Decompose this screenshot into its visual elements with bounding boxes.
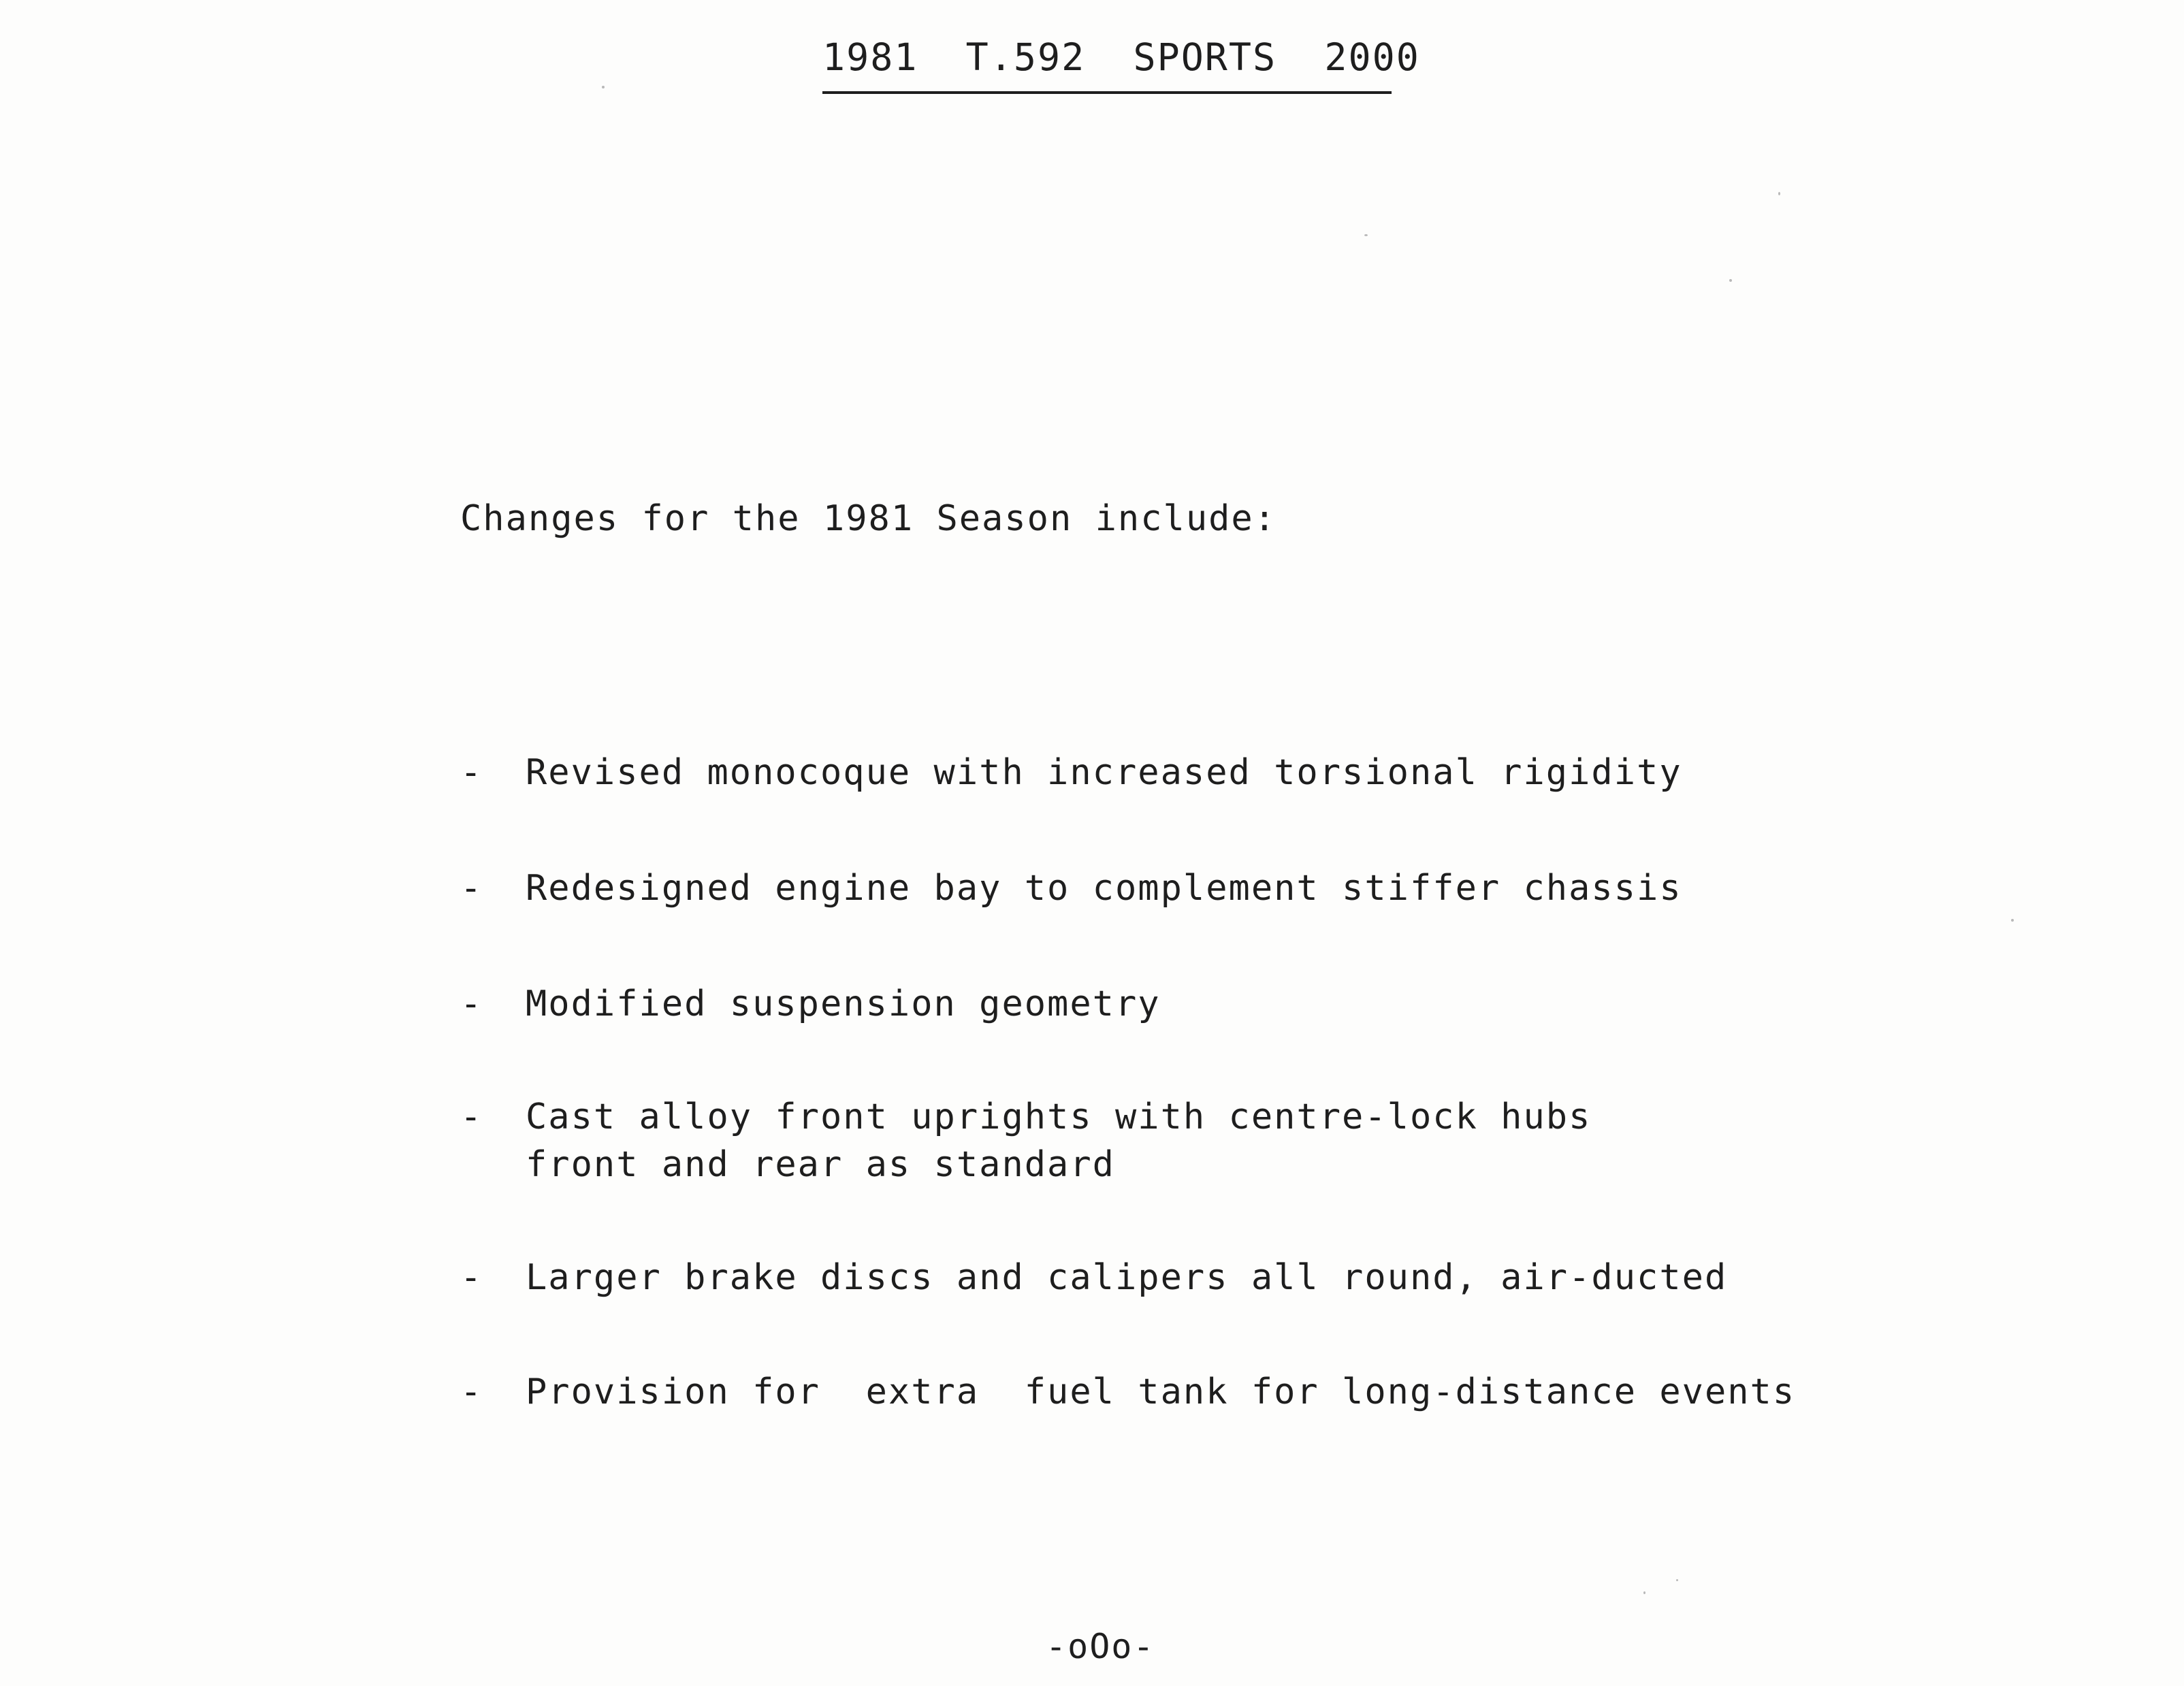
bullet-dash: - xyxy=(460,1097,483,1137)
scan-speck xyxy=(1364,234,1368,236)
scan-speck xyxy=(1778,192,1780,195)
scan-speck xyxy=(1729,279,1732,282)
closing-mark: -oOo- xyxy=(1046,1627,1155,1666)
list-item xyxy=(460,1368,1796,1559)
bullet-dash: - xyxy=(460,1257,483,1298)
scan-speck xyxy=(1643,1591,1645,1594)
document-title: 1981 T.592 SPORTS 2000 xyxy=(822,35,1392,94)
scan-speck xyxy=(1676,1579,1678,1581)
list-item-text: Cast alloy front uprights with centre-lock hubs xyxy=(526,1097,1592,1137)
list-item-text-continuation: front and rear as standard xyxy=(526,1144,1115,1185)
scan-speck xyxy=(602,86,605,88)
bullet-dash: - xyxy=(460,868,483,909)
scan-speck xyxy=(2011,919,2014,922)
list-item-text: Provision for extra fuel tank for long-distance events xyxy=(526,1372,1796,1412)
intro-text: Changes for the 1981 Season include: xyxy=(460,498,1277,539)
bullet-dash: - xyxy=(460,1372,483,1412)
list-item-text: Revised monocoque with increased torsional rigidity xyxy=(526,752,1682,793)
list-item-text: Modified suspension geometry xyxy=(526,984,1161,1024)
bullet-dash: - xyxy=(460,984,483,1024)
list-item-text: Redesigned engine bay to complement stiffer chassis xyxy=(526,868,1682,909)
list-item-text: Larger brake discs and calipers all round, air-ducted xyxy=(526,1257,1728,1298)
bullet-dash: - xyxy=(460,752,483,793)
